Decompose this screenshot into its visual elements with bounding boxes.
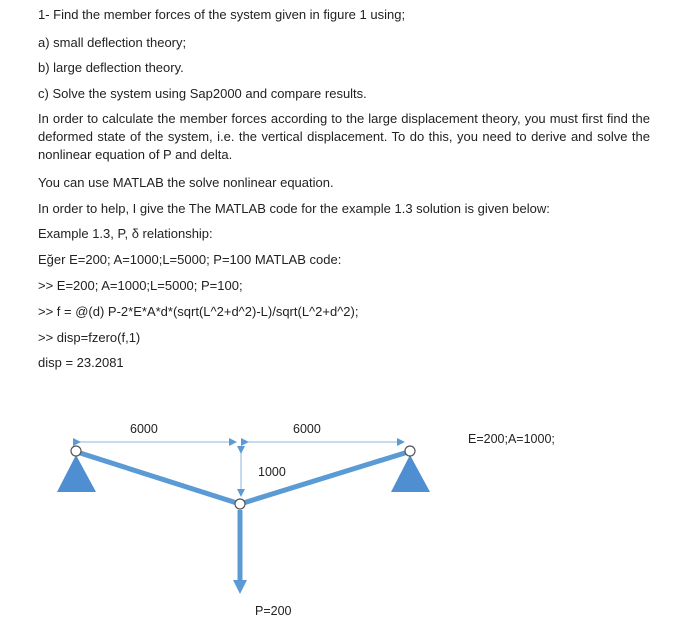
dimension-label-vertical: 1000 (258, 465, 286, 479)
hinge-right (405, 446, 415, 456)
result-line: disp = 23.2081 (38, 355, 124, 370)
part-b: b) large deflection theory. (38, 60, 184, 75)
part-a: a) small deflection theory; (38, 35, 187, 50)
dimension-label-left: 6000 (130, 422, 158, 436)
code-line-3: >> disp=fzero(f,1) (38, 330, 141, 345)
instruction-paragraph: In order to calculate the member forces according to the large displacement theory, you must first find the deformed state of the system, i.e. the vertical displacement. To do this, you need to derive and solve the nonlinear equation of P and delta. (38, 111, 650, 162)
matlab-hint: You can use MATLAB the solve nonlinear equation. (38, 175, 334, 190)
example-params: Eğer E=200; A=1000;L=5000; P=100 MATLAB code: (38, 252, 342, 267)
hinge-left (71, 446, 81, 456)
load-arrow-head (233, 580, 247, 594)
help-text: In order to help, I give the The MATLAB code for the example 1.3 solution is given below: (38, 201, 550, 216)
pin-support-left (57, 455, 96, 492)
material-label: E=200;A=1000; (468, 432, 555, 446)
load-label: P=200 (255, 604, 292, 618)
truss-member-left (77, 452, 240, 504)
part-c: c) Solve the system using Sap2000 and compare results. (38, 86, 367, 101)
code-line-2: >> f = @(d) P-2*E*A*d*(sqrt(L^2+d^2)-L)/sqrt(L^2+d^2); (38, 304, 359, 319)
dimension-label-right: 6000 (293, 422, 321, 436)
hinge-center (235, 499, 245, 509)
example-title: Example 1.3, P, δ relationship: (38, 226, 213, 241)
pin-support-right (391, 455, 430, 492)
problem-title: 1- Find the member forces of the system given in figure 1 using; (38, 7, 406, 22)
code-line-1: >> E=200; A=1000;L=5000; P=100; (38, 278, 243, 293)
